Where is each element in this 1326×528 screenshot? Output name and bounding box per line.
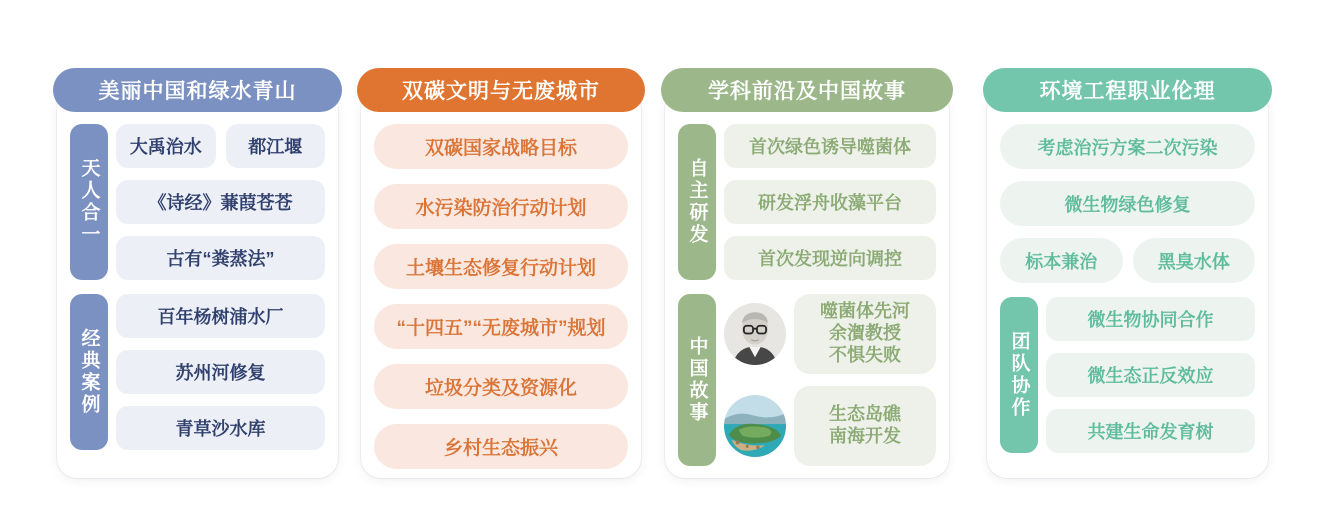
card-professional-ethics [987, 90, 1268, 478]
topic-pill-microecology-effects: 微生态正反效应 [1046, 353, 1255, 397]
vertical-label-independent-rd: 自主研发 [678, 124, 716, 280]
column-header-professional-ethics: 环境工程职业伦理 [983, 68, 1272, 112]
item-list [1046, 297, 1255, 453]
item-list [1000, 124, 1255, 283]
story-list [724, 294, 936, 466]
topic-pill-yangshupu: 百年杨树浦水厂 [116, 294, 325, 338]
topic-pill-shijing: 《诗经》蒹葭苍苍 [116, 180, 325, 224]
vertical-label-tianrenheyi: 天人合一 [70, 124, 108, 280]
card-frontier-stories [665, 90, 949, 478]
topic-pill-zero-waste-city: “十四五”“无废城市”规划 [374, 304, 628, 349]
item-list [724, 124, 936, 280]
column-header-dual-carbon: 双碳文明与无废城市 [357, 68, 645, 112]
topic-pill-microbe-cooperation: 微生物协同合作 [1046, 297, 1255, 341]
section-classic-cases [70, 294, 325, 450]
story-pill-professor-yu [794, 294, 936, 374]
story-professor-yu [724, 294, 936, 374]
topic-pill-water-action-plan: 水污染防治行动计划 [374, 184, 628, 229]
topic-pill-root-cause: 标本兼治 [1000, 238, 1123, 283]
topic-pill-dayu: 大禹治水 [116, 124, 216, 168]
vertical-label-china-stories: 中国故事 [678, 294, 716, 466]
column-header-frontier-stories: 学科前沿及中国故事 [661, 68, 953, 112]
vertical-label-teamwork: 团队协作 [1000, 297, 1038, 453]
topic-pill-fenzhengfa: 古有“粪蒸法” [116, 236, 325, 280]
island-aerial-photo [724, 395, 786, 457]
story-line: 余㵑教授 [829, 323, 901, 344]
section-ethics-topics [1000, 124, 1255, 283]
story-island-reef [724, 386, 936, 466]
section-independent-rd [678, 124, 936, 280]
topic-pill-secondary-pollution: 考虑治污方案二次污染 [1000, 124, 1255, 169]
item-list [374, 124, 628, 469]
topic-pill-black-odorous-water: 黑臭水体 [1133, 238, 1256, 283]
item-row [1000, 238, 1255, 283]
item-list [116, 294, 325, 450]
section-teamwork [1000, 297, 1255, 453]
story-line: 不惧失败 [829, 344, 901, 365]
vertical-label-classic-cases: 经典案例 [70, 294, 108, 450]
item-row [116, 124, 325, 168]
topic-pill-dujiangyan: 都江堰 [226, 124, 326, 168]
professor-portrait-photo [724, 303, 786, 365]
section-dual-carbon [374, 124, 628, 469]
column-header-beautiful-china: 美丽中国和绿水青山 [53, 68, 342, 112]
topic-pill-rural-revitalization: 乡村生态振兴 [374, 424, 628, 469]
topic-pill-waste-sorting: 垃圾分类及资源化 [374, 364, 628, 409]
topic-pill-tree-of-life: 共建生命发育树 [1046, 409, 1255, 453]
topic-pill-phage-induction: 首次绿色诱导噬菌体 [724, 124, 936, 168]
topic-pill-soil-action-plan: 土壤生态修复行动计划 [374, 244, 628, 289]
topic-pill-suzhouhe: 苏州河修复 [116, 350, 325, 394]
section-china-stories [678, 294, 936, 466]
topic-pill-qingcaosha: 青草沙水库 [116, 406, 325, 450]
topic-pill-green-remediation: 微生物绿色修复 [1000, 181, 1255, 226]
story-pill-island-reef [794, 386, 936, 466]
topic-pill-algae-platform: 研发浮舟收藻平台 [724, 180, 936, 224]
topic-pill-dual-carbon-goal: 双碳国家战略目标 [374, 124, 628, 169]
story-line: 噬菌体先河 [820, 301, 910, 322]
story-line: 南海开发 [829, 426, 901, 446]
section-tianrenheyi [70, 124, 325, 280]
item-list [116, 124, 325, 280]
card-dual-carbon [361, 90, 641, 478]
story-line: 生态岛礁 [829, 404, 901, 425]
card-beautiful-china [57, 90, 338, 478]
topic-pill-reverse-regulation: 首次发现逆向调控 [724, 236, 936, 280]
